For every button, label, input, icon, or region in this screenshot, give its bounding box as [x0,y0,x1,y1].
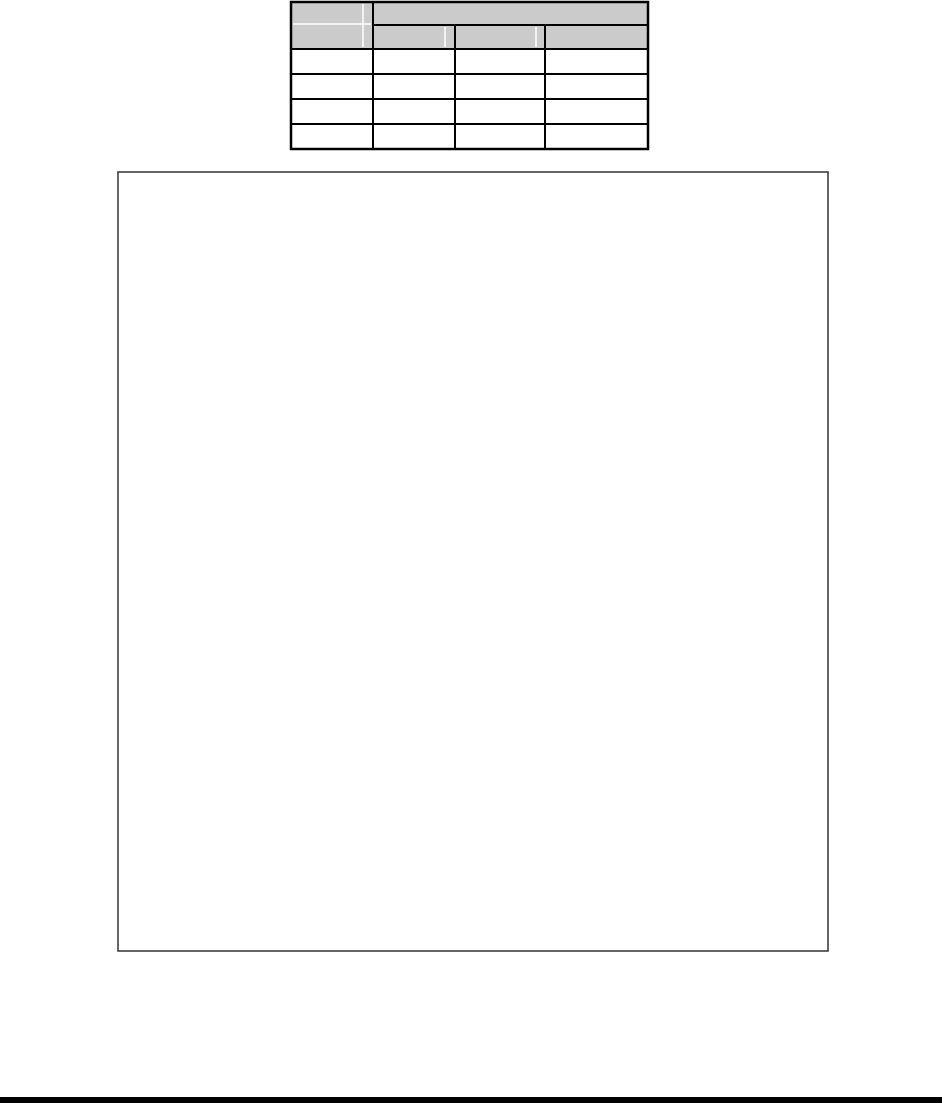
table-group-header-cell [373,2,648,25]
table-cell [545,124,648,149]
table-cell [455,99,545,124]
table-sub-header-cell [455,25,545,49]
table-cell [455,74,545,99]
table-cell [373,99,455,124]
table-cell [545,74,648,99]
table-cell [291,74,373,99]
table-cell [455,49,545,74]
figure-frame [118,172,828,951]
table-sub-header-cell [373,25,455,49]
table-cell [291,99,373,124]
table-cell [291,124,373,149]
table-cell [455,124,545,149]
figure [118,172,828,951]
table-sub-header-cell [545,25,648,49]
footer-rule [0,1097,942,1103]
table-cell [373,49,455,74]
table-corner-header-cell [291,2,373,49]
summary-table [291,2,648,149]
table-cell [373,74,455,99]
table-cell [545,99,648,124]
table-cell [373,124,455,149]
table-cell [545,49,648,74]
table-cell [291,49,373,74]
